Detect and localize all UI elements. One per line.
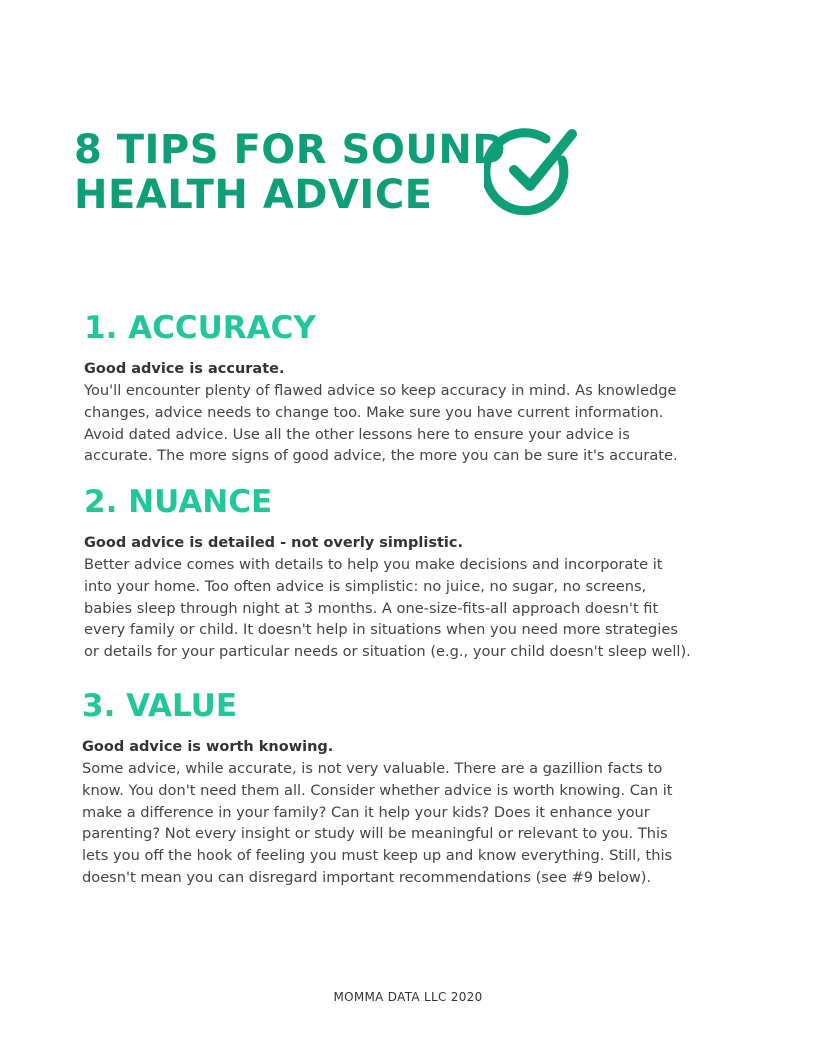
body-line: babies sleep through night at 3 months. A one-size-fits-all approach doesn't fit (84, 599, 659, 617)
body-line: lets you off the hook of feeling you must keep up and know everything. Still, this (82, 847, 673, 865)
body-line: Better advice comes with details to help you make decisions and incorporate it (84, 556, 663, 573)
body-line: You'll encounter plenty of flawed advice so keep accuracy in mind. As knowledge (84, 382, 677, 399)
section-heading: 2. NUANCE (84, 484, 273, 520)
section-heading: 1. ACCURACY (84, 310, 316, 346)
section-lead: Good advice is accurate. (84, 361, 285, 377)
section-nuance (84, 483, 744, 663)
section-accuracy (84, 309, 744, 467)
body-line: accurate. The more signs of good advice, the more you can be sure it's accurate. (84, 447, 678, 465)
section-body (84, 554, 744, 663)
title-line-1: 8 TIPS FOR SOUND (74, 127, 507, 173)
body-line: parenting? Not every insight or study will be meaningful or relevant to you. This (82, 825, 668, 843)
section-lead: Good advice is worth knowing. (82, 739, 334, 755)
page-title (74, 127, 507, 218)
body-line: Some advice, while accurate, is not very valuable. There are a gazillion facts to (82, 760, 663, 777)
section-body (84, 380, 744, 467)
footer-copyright: MOMMA DATA LLC 2020 (333, 990, 483, 1004)
section-body (82, 758, 742, 889)
title-line-2: HEALTH ADVICE (74, 172, 433, 218)
body-line: Avoid dated advice. Use all the other lessons here to ensure your advice is (84, 425, 630, 443)
section-heading: 3. VALUE (82, 688, 238, 724)
section-value (82, 687, 742, 889)
body-line: know. You don't need them all. Consider whether advice is worth knowing. Can it (82, 781, 673, 799)
body-line: doesn't mean you can disregard important recommendations (see #9 below). (82, 868, 652, 886)
body-line: make a difference in your family? Can it help your kids? Does it enhance your (82, 803, 650, 821)
body-line: into your home. Too often advice is simplistic: no juice, no sugar, no screens, (84, 577, 647, 595)
check-circle-icon (484, 124, 582, 220)
body-line: every family or child. It doesn't help in situations when you need more strategies (84, 621, 678, 639)
body-line: or details for your particular needs or situation (e.g., your child doesn't sleep well). (84, 643, 691, 661)
body-line: changes, advice needs to change too. Make sure you have current information. (84, 403, 664, 421)
section-lead: Good advice is detailed - not overly simplistic. (84, 535, 463, 551)
